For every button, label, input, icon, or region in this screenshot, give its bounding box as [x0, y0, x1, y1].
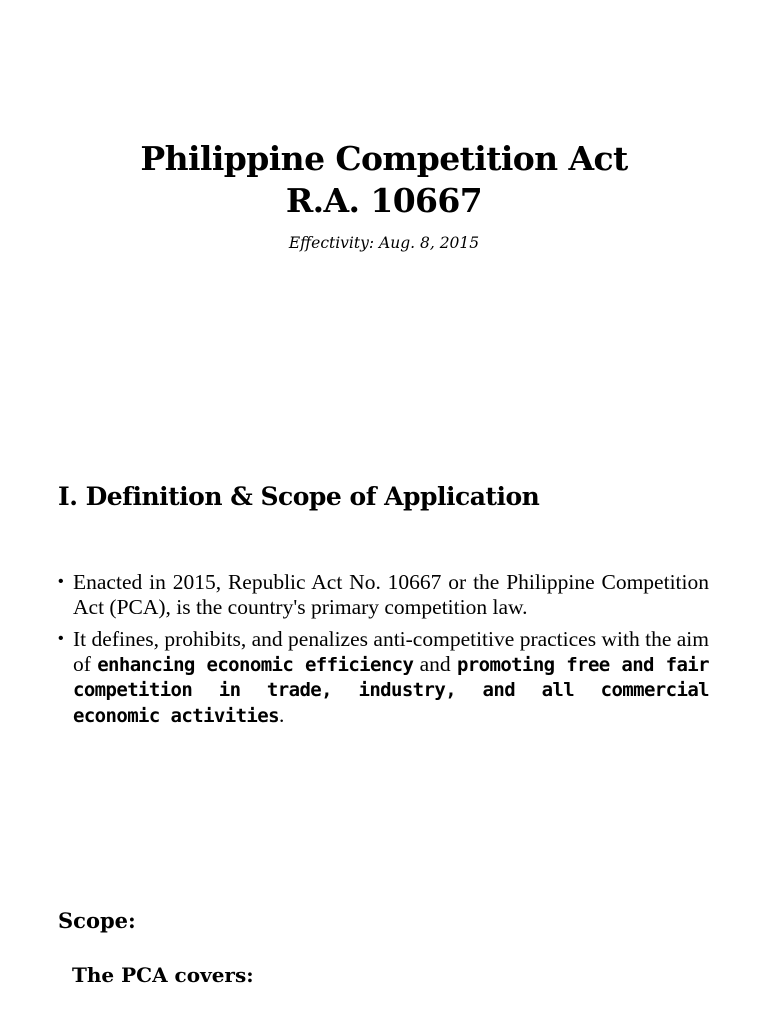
effectivity-date: Effectivity: Aug. 8, 2015 — [288, 234, 480, 252]
bullet-list — [58, 570, 709, 736]
document-title: Philippine Competition Act — [140, 139, 628, 178]
title-block — [0, 138, 768, 254]
bullet-text-part: and — [413, 651, 457, 676]
emphasis-text: promoting free and fair competition in trade, industry, and all commercial economic activities — [73, 653, 709, 727]
bullet-text: Enacted in 2015, Republic Act No. 10667 or the Philippine Competition Act (PCA), is the country's primary competition law. — [73, 570, 709, 619]
bullet-text-part: It defines, prohibits, and penalizes anti-competitive practices with the aim of — [73, 627, 709, 676]
list-item — [58, 570, 709, 619]
scope-subheading: The PCA covers: — [72, 963, 254, 987]
bullet-text — [73, 627, 709, 727]
act-number: R.A. 10667 — [285, 181, 483, 220]
emphasis-text: enhancing economic efficiency — [97, 653, 414, 676]
bullet-icon: • — [58, 630, 64, 647]
bullet-text-part: . — [278, 702, 285, 727]
list-item — [58, 627, 709, 728]
section-heading: I. Definition & Scope of Application — [58, 482, 540, 511]
scope-heading: Scope: — [58, 908, 136, 933]
bullet-icon: • — [58, 573, 64, 590]
